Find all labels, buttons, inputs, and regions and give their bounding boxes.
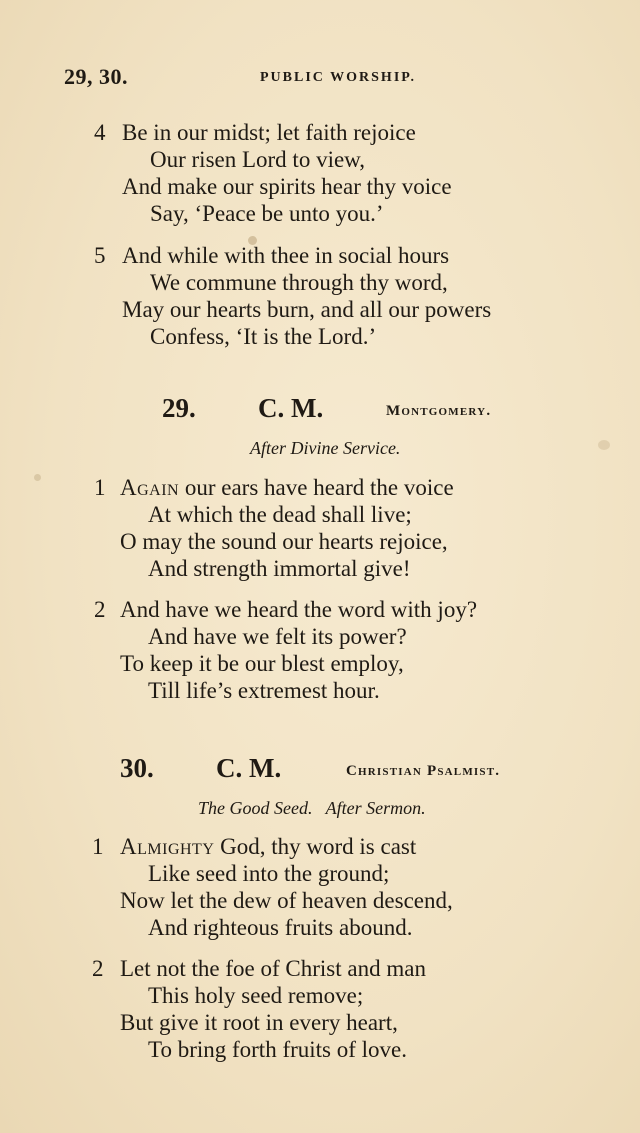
verse-line [120, 833, 416, 860]
verse-line: O may the sound our hearts rejoice, [120, 529, 448, 554]
verse-line: Say, ‘Peace be unto you.’ [150, 201, 384, 226]
first-line-rest: our ears have heard the voice [179, 475, 454, 500]
first-line-rest: God, thy word is cast [214, 834, 417, 859]
verse-line: Let not the foe of Christ and man [120, 956, 426, 981]
stanza-number: 5 [94, 243, 106, 268]
stanza-number: 2 [94, 597, 106, 622]
verse-line: Confess, ‘It is the Lord.’ [150, 324, 377, 349]
hymn-29-heading [0, 393, 640, 429]
hymn-number: 29. [162, 393, 196, 423]
verse-line: And have we felt its power? [148, 624, 407, 649]
foxing-spot [598, 440, 610, 450]
hymn-subtitle: The Good Seed. After Sermon. [198, 798, 426, 818]
verse-line: At which the dead shall live; [148, 502, 412, 527]
verse-line: To keep it be our blest employ, [120, 651, 404, 676]
hymn-author: Montgomery. [386, 403, 492, 419]
verse-line: We commune through thy word, [150, 270, 448, 295]
verse-line: And make our spirits hear thy voice [122, 174, 452, 199]
verse-line: Like seed into the ground; [148, 861, 390, 886]
verse-line: Be in our midst; let faith rejoice [122, 120, 416, 145]
verse-line [120, 474, 454, 501]
hymn-meter: C. M. [216, 753, 282, 783]
verse-line: And while with thee in social hours [122, 243, 450, 268]
foxing-spot [34, 474, 41, 481]
verse-line: But give it root in every heart, [120, 1010, 398, 1035]
page-hymn-numbers: 29, 30. [64, 64, 128, 89]
verse-line: May our hearts burn, and all our powers [122, 297, 492, 322]
verse-line: Now let the dew of heaven descend, [120, 888, 453, 913]
verse-line: And have we heard the word with joy? [120, 597, 478, 622]
verse-line: And righteous fruits abound. [148, 915, 413, 940]
verse-line: To bring forth fruits of love. [148, 1037, 408, 1062]
verse-line: Our risen Lord to view, [150, 147, 366, 172]
hymn-meter: C. M. [258, 393, 324, 423]
hymn-subtitle: After Divine Service. [250, 438, 401, 458]
stanza-number: 1 [92, 834, 104, 859]
running-title: PUBLIC WORSHIP. [260, 70, 417, 85]
hymn-30-heading [0, 753, 640, 789]
running-header [64, 64, 574, 92]
hymn-number: 30. [120, 753, 154, 783]
first-word: Almighty [120, 834, 215, 859]
verse-line: This holy seed remove; [148, 983, 364, 1008]
hymn-author: Christian Psalmist. [346, 763, 501, 779]
stanza-number: 2 [92, 956, 104, 981]
verse-line: Till life’s extremest hour. [148, 678, 380, 703]
first-word: Again [120, 475, 180, 500]
verse-line: And strength immortal give! [148, 556, 411, 581]
stanza-number: 1 [94, 475, 106, 500]
stanza-number: 4 [94, 120, 106, 145]
